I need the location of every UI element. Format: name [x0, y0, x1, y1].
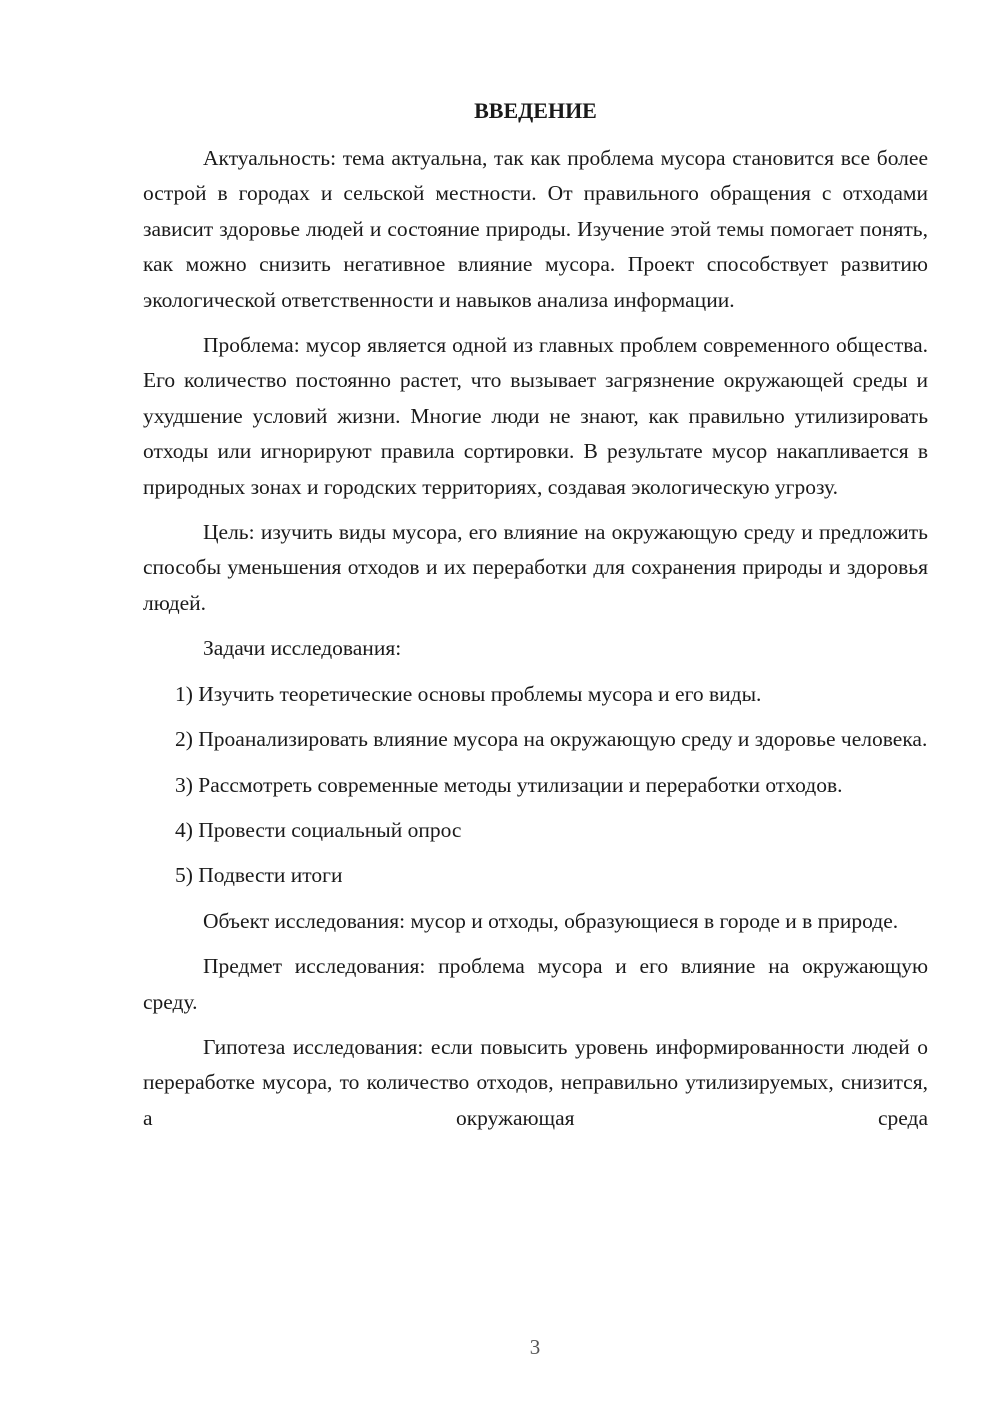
task-item-4: 4) Провести социальный опрос	[175, 817, 462, 842]
relevance-paragraph: Актуальность: тема актуальна, так как проблема мусора становится все более острой в городах и сельской местности. От правильного обращения с отходами зависит здоровье людей и состояние природы. Изучение этой темы помогает понять, как можно снизить негативное влияние мусора. Проект способствует развитию экологической ответственности и навыков анализа информации.	[143, 146, 928, 312]
page-title: ВВЕДЕНИЕ	[474, 98, 597, 123]
task-item-1: 1) Изучить теоретические основы проблемы мусора и его виды.	[175, 681, 762, 706]
task-item-3: 3) Рассмотреть современные методы утилизации и переработки отходов.	[175, 772, 843, 797]
page-number: 3	[529, 1335, 541, 1359]
hypothesis-paragraph: Гипотеза исследования: если повысить уровень информированности людей о переработке мусора, то количество отходов, неправильно утилизируемых, снизится, а окружающая среда	[143, 1034, 928, 1130]
task-item-2: 2) Проанализировать влияние мусора на окружающую среду и здоровье человека.	[175, 727, 928, 752]
subject-paragraph: Предмет исследования: проблема мусора и его влияние на окружающую среду.	[143, 954, 928, 1014]
goal-paragraph: Цель: изучить виды мусора, его влияние на окружающую среду и предложить способы уменьшения отходов и их переработки для сохранения природы и здоровья людей.	[143, 520, 928, 615]
tasks-heading: Задачи исследования:	[203, 636, 402, 661]
problem-paragraph: Проблема: мусор является одной из главных проблем современного общества. Его количество постоянно растет, что вызывает загрязнение окружающей среды и ухудшение условий жизни. Многие люди не знают, как правильно утилизировать отходы или игнорируют правила сортировки. В результате мусор накапливается в природных зонах и городских территориях, создавая экологическую угрозу.	[143, 333, 928, 499]
task-item-5: 5) Подвести итоги	[175, 863, 343, 888]
page-content	[143, 95, 928, 1146]
object-paragraph: Объект исследования: мусор и отходы, образующиеся в городе и в природе.	[203, 908, 899, 933]
